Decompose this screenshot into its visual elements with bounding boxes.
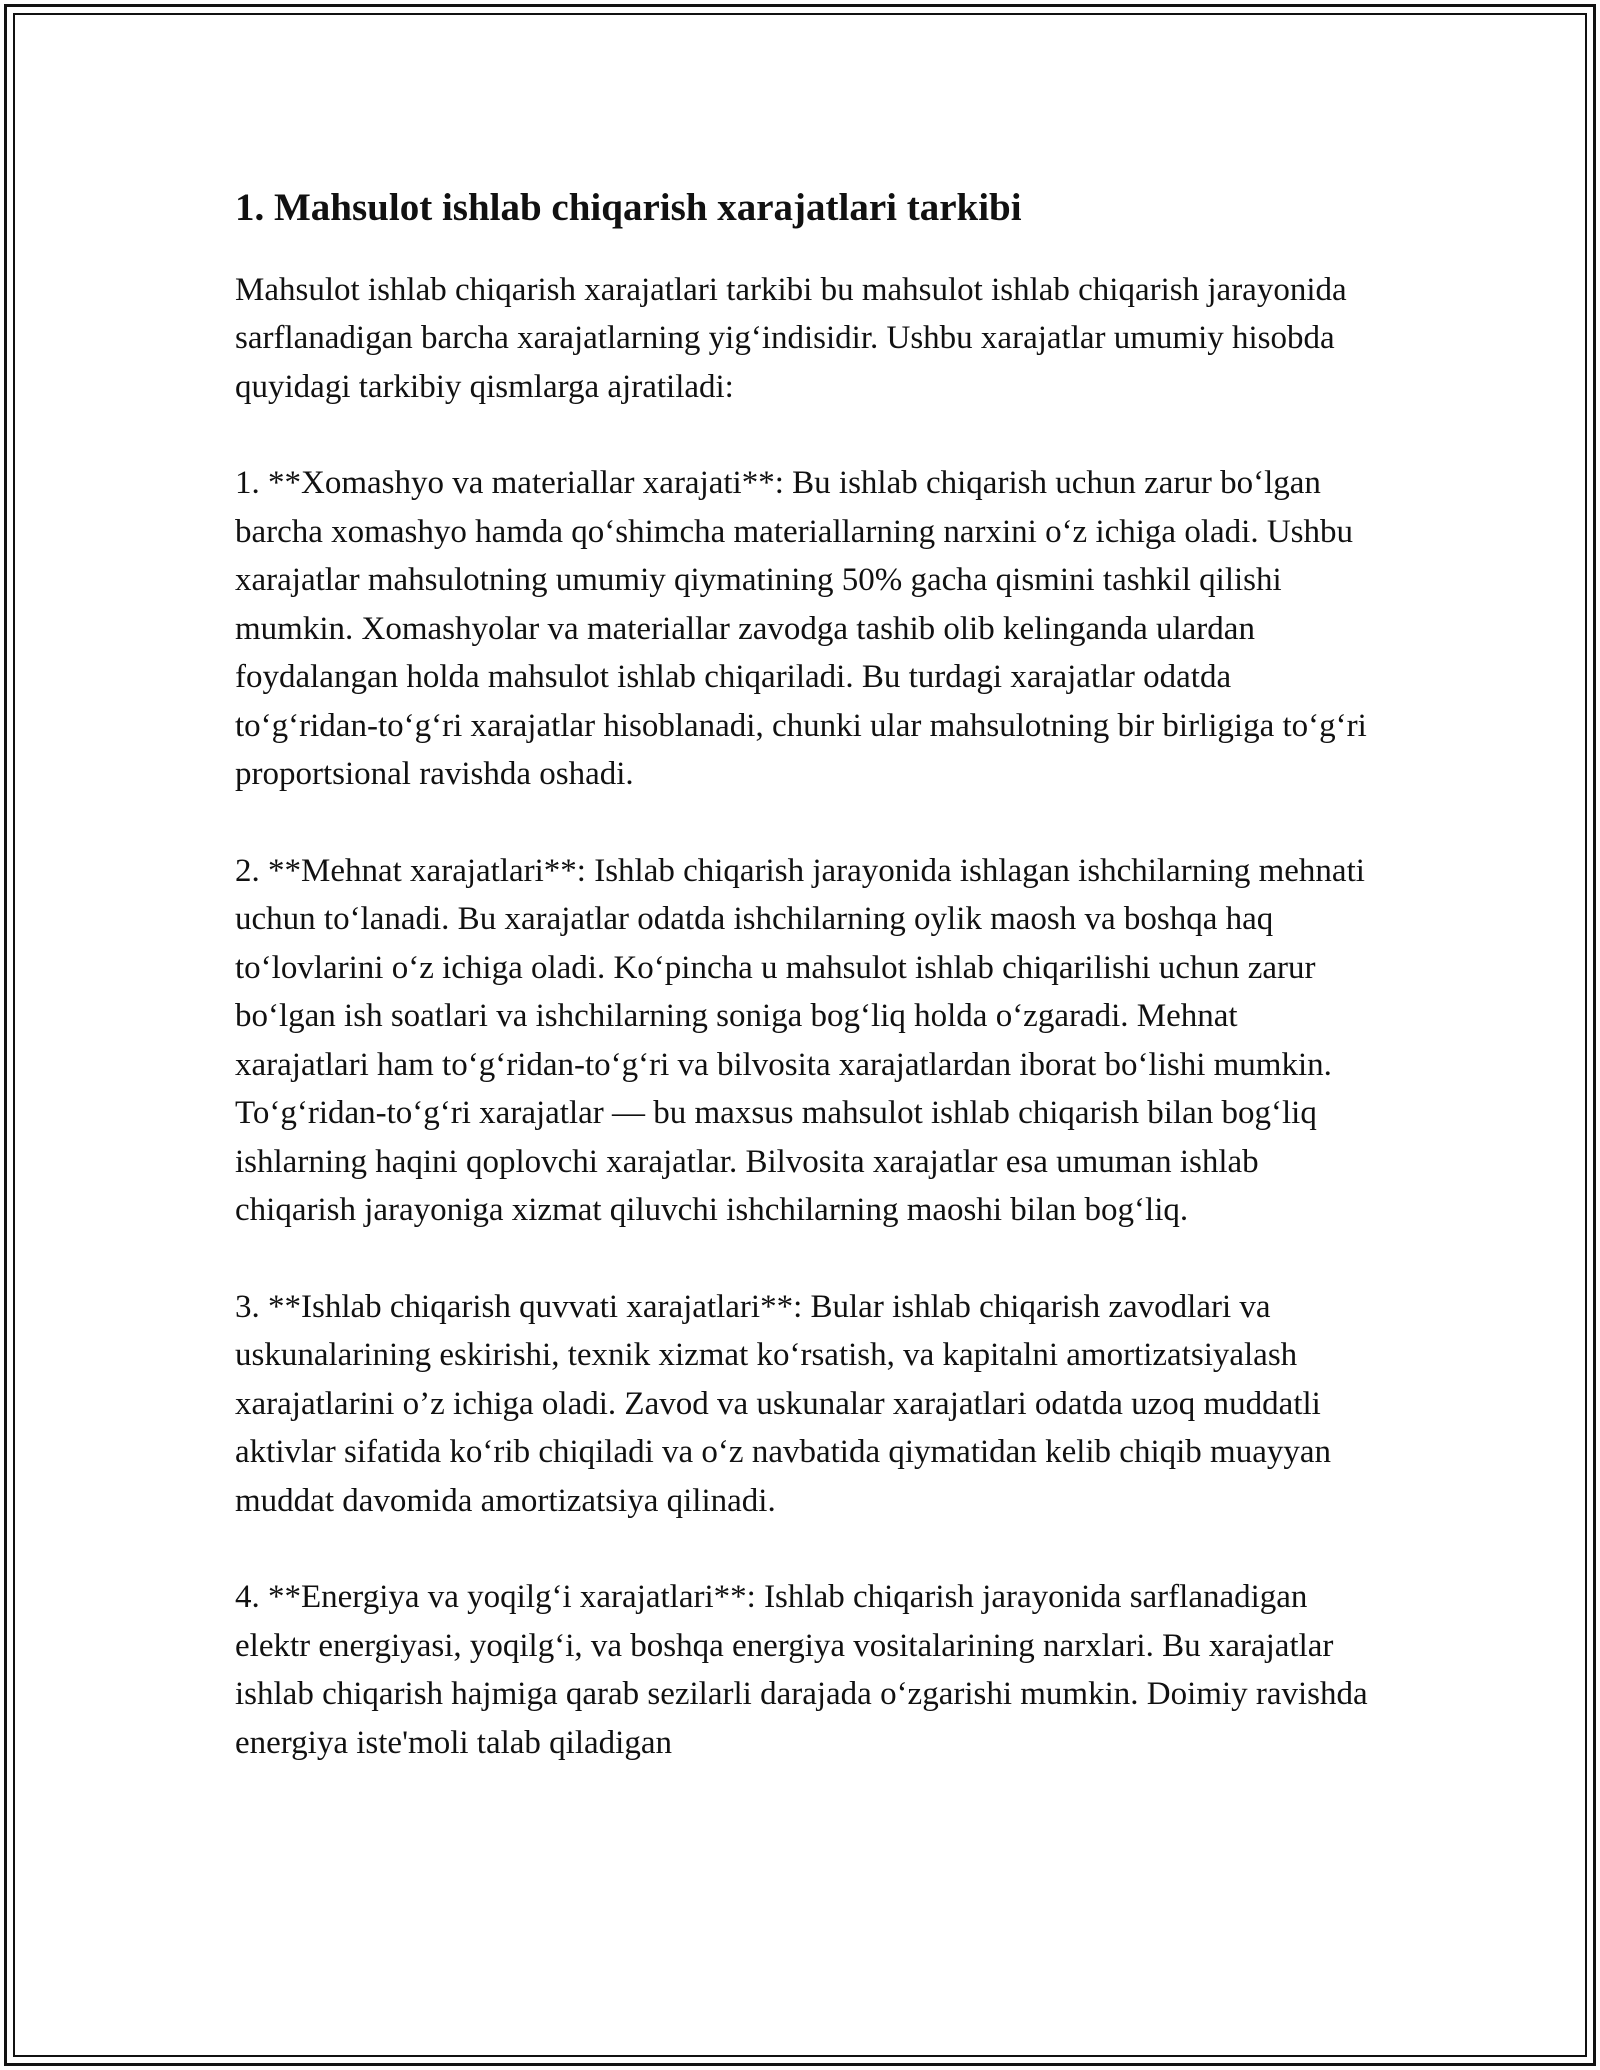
- paragraph-raw-materials: 1. **Xomashyo va materiallar xarajati**: Bu ishlab chiqarish uchun zarur bo‘lgan barcha xomashyo hamda qo‘shimcha materiallarning narxini o‘z ichiga oladi. Ushbu xarajatlar mahsulotning umumiy qiymatining 50% gacha qismini tashkil qilishi mumkin. Xomashyolar va materiallar zavodga tashib olib kelinganda ulardan foydalangan holda mahsulot ishlab chiqariladi. Bu turdagi xarajatlar odatda to‘g‘ridan-to‘g‘ri xarajatlar hisoblanadi, chunki ular mahsulotning bir birligiga to‘g‘ri proportsional ravishda oshadi.: [235, 465, 1367, 793]
- intro-paragraph: Mahsulot ishlab chiqarish xarajatlari tarkibi bu mahsulot ishlab chiqarish jarayonida sarflanadigan barcha xarajatlarning yig‘indisidir. Ushbu xarajatlar umumiy hisobda quyidagi tarkibiy qismlarga ajratiladi:: [235, 271, 1347, 405]
- section-heading: 1. Mahsulot ishlab chiqarish xarajatlari tarkibi: [235, 186, 1022, 229]
- paragraph-capacity-costs: 3. **Ishlab chiqarish quvvati xarajatlari**: Bular ishlab chiqarish zavodlari va uskunalarining eskirishi, texnik xizmat ko‘rsatish, va kapitalni amortizatsiyalash xarajatlarini o’z ichiga oladi. Zavod va uskunalar xarajatlari odatda uzoq muddatli aktivlar sifatida ko‘rib chiqiladi va o‘z navbatida qiymatidan kelib chiqib muayyan muddat davomida amortizatsiya qilinadi.: [235, 1288, 1331, 1519]
- paragraph-energy-costs: 4. **Energiya va yoqilg‘i xarajatlari**: Ishlab chiqarish jarayonida sarflanadigan elektr energiyasi, yoqilg‘i, va boshqa energiya vositalarining narxlari. Bu xarajatlar ishlab chiqarish hajmiga qarab sezilarli darajada o‘zgarishi mumkin. Doimiy ravishda energiya iste'moli talab qiladigan: [235, 1579, 1368, 1761]
- document-body: [235, 183, 1370, 1815]
- paragraph-labor-costs: 2. **Mehnat xarajatlari**: Ishlab chiqarish jarayonida ishlagan ishchilarning mehnati uchun to‘lanadi. Bu xarajatlar odatda ishchilarning oylik maosh va boshqa haq to‘lovlarini o‘z ichiga oladi. Ko‘pincha u mahsulot ishlab chiqarilishi uchun zarur bo‘lgan ish soatlari va ishchilarning soniga bog‘liq holda o‘zgaradi. Mehnat xarajatlari ham to‘g‘ridan-to‘g‘ri va bilvosita xarajatlardan iborat bo‘lishi mumkin. To‘g‘ridan-to‘g‘ri xarajatlar — bu maxsus mahsulot ishlab chiqarish bilan bog‘liq ishlarning haqini qoplovchi xarajatlar. Bilvosita xarajatlar esa umuman ishlab chiqarish jarayoniga xizmat qiluvchi ishchilarning maoshi bilan bog‘liq.: [235, 852, 1365, 1229]
